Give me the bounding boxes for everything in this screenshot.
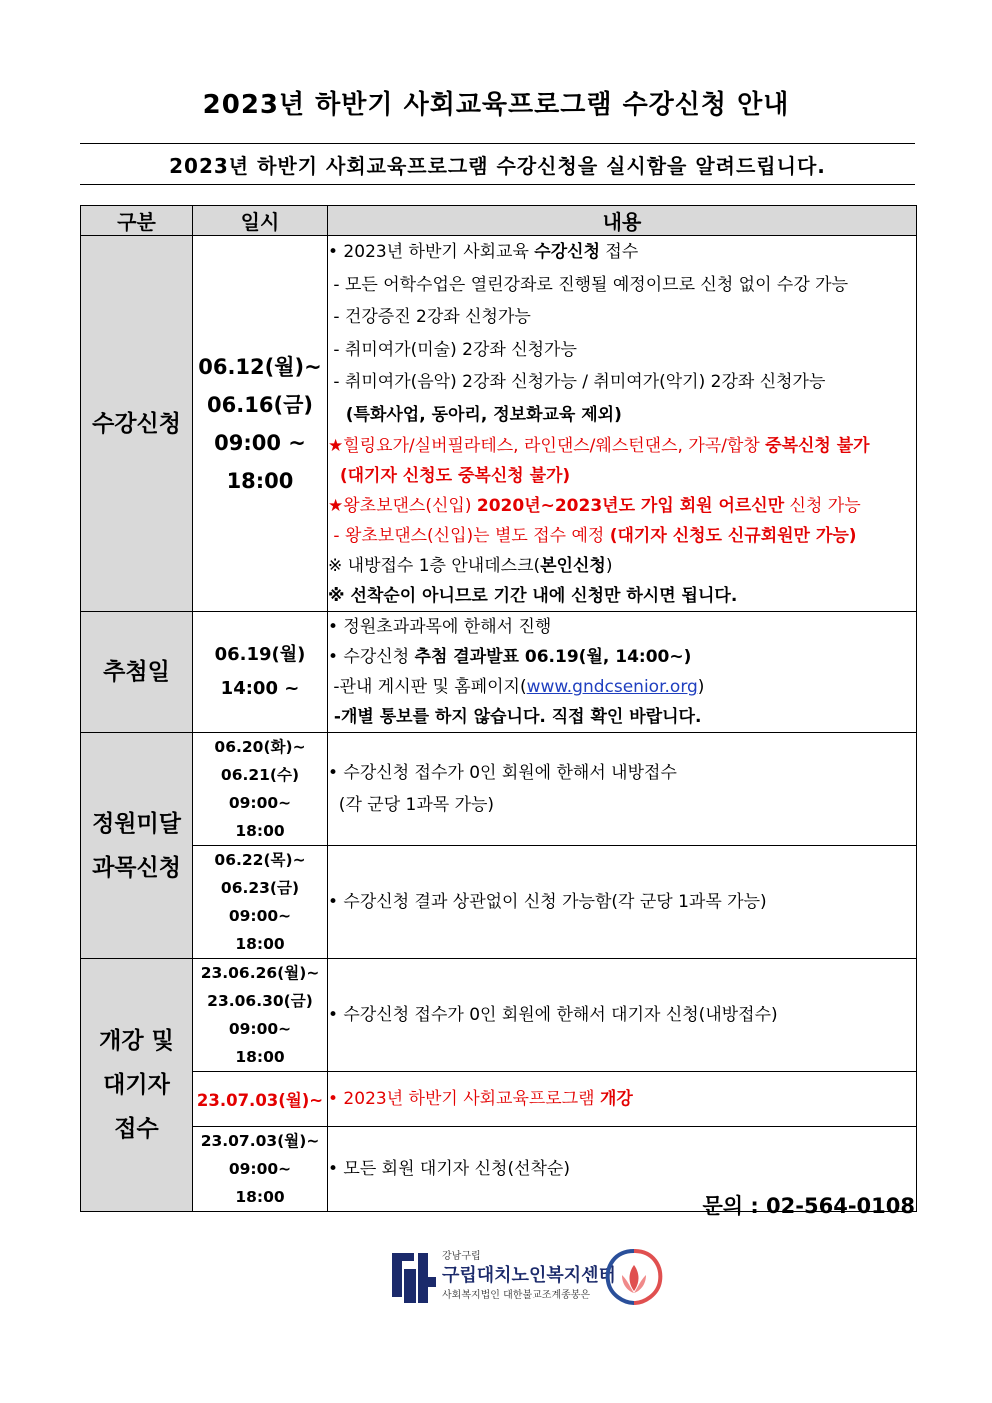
category-open bbox=[81, 959, 193, 1212]
header-category: 구분 bbox=[81, 206, 193, 236]
date-line: 23.07.03(월)~ bbox=[200, 1132, 320, 1150]
date-open-3 bbox=[193, 1127, 328, 1212]
date-open-1 bbox=[193, 959, 328, 1072]
table-row-registration bbox=[81, 236, 917, 612]
category-line: 과목신청 bbox=[92, 854, 181, 881]
text: -관내 게시판 및 홈페이지( bbox=[328, 677, 527, 697]
text: ※ 내방접수 1층 안내데스크( bbox=[328, 556, 541, 576]
date-open-2: 23.07.03(월)~ bbox=[193, 1072, 328, 1127]
table-row-draw bbox=[81, 612, 917, 733]
text: ★왕초보댄스(신입) bbox=[328, 496, 477, 516]
date-line: 06.19(월) bbox=[214, 644, 306, 665]
date-line: 09:00~ bbox=[228, 1160, 292, 1178]
contact-phone: 문의 : 02-564-0108 bbox=[702, 1194, 915, 1218]
content-line: • 수강신청 결과 상관없이 신청 가능함(각 군당 1과목 가능) bbox=[328, 891, 767, 912]
text: ★힐링요가/실버필라테스, 라인댄스/웨스턴댄스, 가곡/합창 bbox=[328, 436, 766, 456]
category-undersub bbox=[81, 733, 193, 959]
logo-mark-icon bbox=[388, 1247, 436, 1305]
lotus-emblem-icon bbox=[602, 1243, 666, 1307]
table-header-row bbox=[81, 206, 917, 236]
table-row-undersub-2 bbox=[81, 846, 917, 959]
date-line: 06.22(목)~ bbox=[214, 851, 306, 869]
content-line bbox=[328, 431, 916, 461]
date-line: 09:00~ bbox=[228, 794, 292, 812]
text: ) bbox=[605, 556, 613, 576]
category-line: 접수 bbox=[114, 1116, 159, 1142]
category-draw: 추첨일 bbox=[81, 612, 193, 733]
date-undersub-1 bbox=[193, 733, 328, 846]
table-row-undersub-1 bbox=[81, 733, 917, 846]
content-line bbox=[328, 551, 916, 581]
date-line: 06.16(금) bbox=[207, 392, 313, 417]
text: 신청 가능 bbox=[784, 496, 861, 516]
divider-bottom bbox=[80, 184, 915, 185]
content-undersub-2 bbox=[328, 846, 917, 959]
content-line bbox=[328, 236, 916, 269]
table-row-open-1 bbox=[81, 959, 917, 1072]
category-line: 정원미달 bbox=[92, 810, 181, 837]
logo-sub-text: 사회복지법인 대한불교조계종봉은 bbox=[442, 1290, 591, 1301]
text: - 왕초보댄스(신입)는 별도 접수 예정 bbox=[328, 526, 610, 546]
header-content: 내용 bbox=[328, 206, 917, 236]
date-undersub-2 bbox=[193, 846, 328, 959]
date-line: 09:00 ~ bbox=[214, 430, 306, 455]
date-line: 23.06.26(월)~ bbox=[200, 964, 320, 982]
date-line: 09:00~ bbox=[228, 1020, 292, 1038]
text-bold: 2020년~2023년도 가입 회원 어르신만 bbox=[476, 496, 785, 516]
content-line: ※ 선착순이 아니므로 기간 내에 신청만 하시면 됩니다. bbox=[328, 586, 738, 606]
text: 접수 bbox=[600, 242, 639, 262]
date-line: 18:00 bbox=[226, 468, 294, 493]
text: • 2023년 하반기 사회교육 bbox=[328, 242, 535, 262]
date-line: 14:00 ~ bbox=[220, 678, 300, 699]
content-open-1 bbox=[328, 959, 917, 1072]
center-logo bbox=[388, 1243, 668, 1309]
date-draw bbox=[193, 612, 328, 733]
date-line: 06.23(금) bbox=[220, 879, 300, 897]
logo-small-text: 강남구립 bbox=[442, 1251, 481, 1262]
content-line: - 취미여가(음악) 2강좌 신청가능 / 취미여가(악기) 2강좌 신청가능 bbox=[328, 372, 826, 392]
logo-name: 구립대치노인복지센터 bbox=[442, 1265, 616, 1286]
content-line: • 정원초과과목에 한해서 진행 bbox=[328, 617, 552, 637]
date-line: 18:00 bbox=[235, 822, 285, 840]
content-line: -개별 통보를 하지 않습니다. 직접 확인 바랍니다. bbox=[328, 707, 702, 727]
content-undersub-1 bbox=[328, 733, 917, 846]
content-line: - 취미여가(미술) 2강좌 신청가능 bbox=[328, 339, 577, 360]
content-line: • 수강신청 접수가 0인 회원에 한해서 대기자 신청(내방접수) bbox=[328, 1004, 778, 1025]
text-bold: 개강 bbox=[599, 1088, 633, 1109]
date-line: 18:00 bbox=[235, 1188, 285, 1206]
text-bold: (대기자 신청도 신규회원만 가능) bbox=[609, 526, 857, 546]
date-line: 18:00 bbox=[235, 1048, 285, 1066]
content-line: (대기자 신청도 중복신청 불가) bbox=[328, 466, 571, 486]
text: • 2023년 하반기 사회교육프로그램 bbox=[328, 1088, 600, 1109]
content-open-2 bbox=[328, 1072, 917, 1127]
content-line bbox=[328, 642, 916, 672]
schedule-table bbox=[80, 205, 917, 1212]
date-registration bbox=[193, 236, 328, 612]
date-line: 23.06.30(금) bbox=[207, 992, 313, 1010]
content-line bbox=[328, 1083, 916, 1116]
content-line: (특화사업, 동아리, 정보화교육 제외) bbox=[328, 404, 622, 425]
content-line bbox=[328, 491, 916, 521]
table-row-open-2 bbox=[81, 1072, 917, 1127]
content-draw bbox=[328, 612, 917, 733]
content-line: • 수강신청 접수가 0인 회원에 한해서 내방접수 bbox=[328, 762, 677, 783]
date-line: 06.21(수) bbox=[220, 766, 300, 784]
content-line bbox=[328, 672, 916, 702]
category-line: 개강 및 bbox=[99, 1028, 174, 1054]
header-date: 일시 bbox=[193, 206, 328, 236]
text-bold: 수강신청 bbox=[534, 242, 600, 262]
text-bold: 본인신청 bbox=[540, 556, 606, 576]
text: ) bbox=[697, 677, 705, 697]
homepage-link[interactable]: www.gndcsenior.org bbox=[526, 677, 698, 697]
content-line bbox=[328, 521, 916, 551]
category-registration: 수강신청 bbox=[81, 236, 193, 612]
content-line: - 모든 어학수업은 열린강좌로 진행될 예정이므로 신청 없이 수강 가능 bbox=[328, 274, 848, 295]
content-line: - 건강증진 2강좌 신청가능 bbox=[328, 307, 531, 327]
text: • 수강신청 bbox=[328, 647, 415, 667]
date-line: 09:00~ bbox=[228, 907, 292, 925]
date-line: 06.12(월)~ bbox=[198, 354, 322, 379]
text-bold: 중복신청 불가 bbox=[765, 436, 870, 456]
page-subtitle: 2023년 하반기 사회교육프로그램 수강신청을 실시함을 알려드립니다. bbox=[169, 154, 826, 178]
content-line: (각 군당 1과목 가능) bbox=[328, 795, 495, 815]
page-title: 2023년 하반기 사회교육프로그램 수강신청 안내 bbox=[202, 90, 790, 120]
content-line: • 모든 회원 대기자 신청(선착순) bbox=[328, 1158, 570, 1179]
text-bold: 추첨 결과발표 06.19(월, 14:00~) bbox=[414, 647, 692, 667]
content-registration bbox=[328, 236, 917, 612]
date-line: 06.20(화)~ bbox=[214, 738, 306, 756]
divider-top bbox=[80, 143, 915, 144]
date-line: 18:00 bbox=[235, 935, 285, 953]
category-line: 대기자 bbox=[103, 1072, 170, 1098]
